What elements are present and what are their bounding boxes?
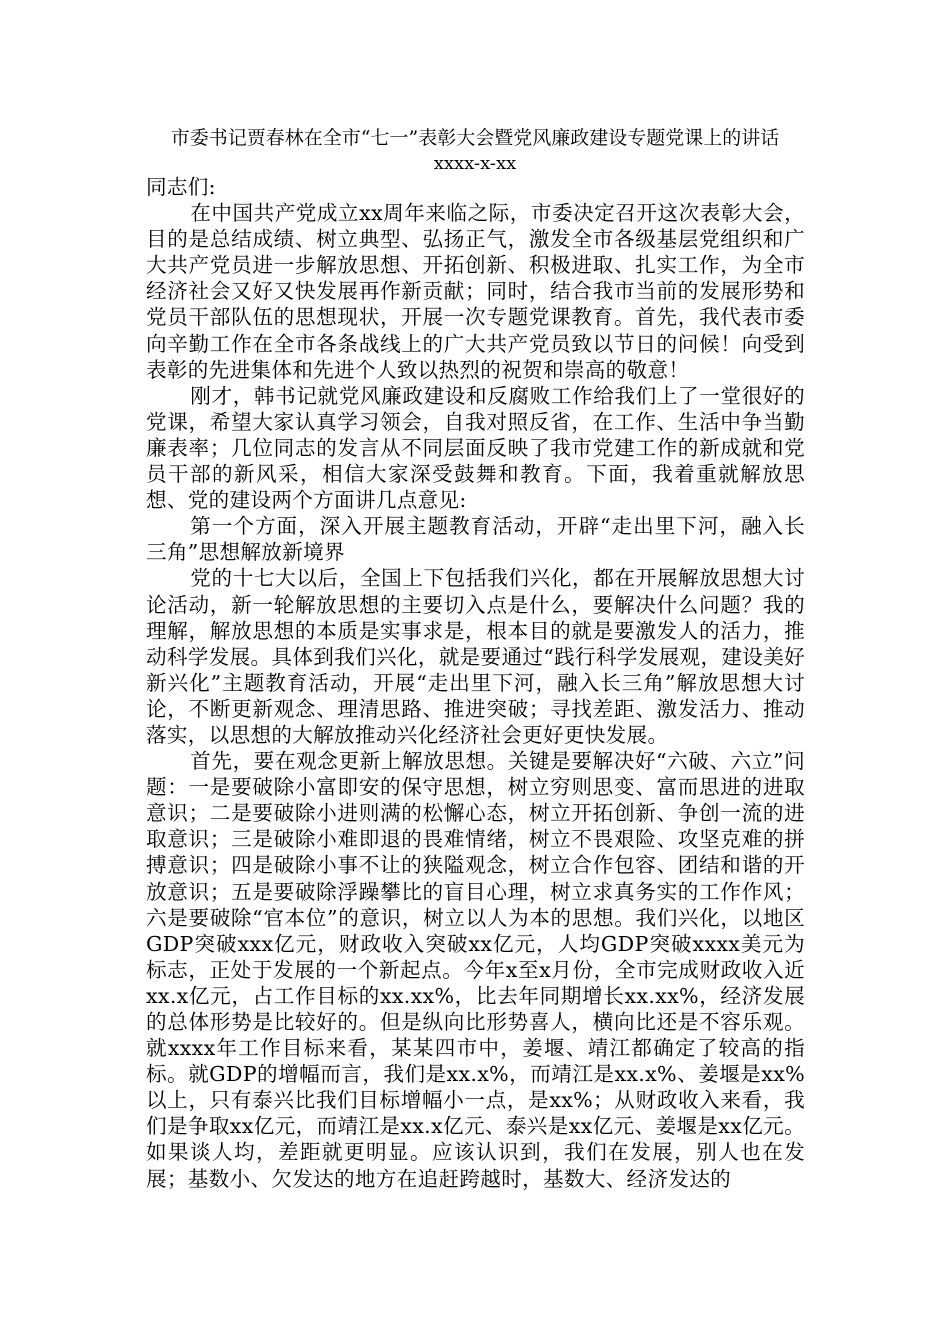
paragraph-introduction: 刚才，韩书记就党风廉政建设和反腐败工作给我们上了一堂很好的党课，希望大家认真学习领会，自我对照反省，在工作、生活中争当勤廉表率；几位同志的发言从不同层面反映了我市党建工作的新成就和党员干部的新风采，相信大家深受鼓舞和教育。下面，我着重就解放思想、党的建设两个方面讲几点意见: [146,383,805,513]
paragraph-opening: 在中国共产党成立xx周年来临之际，市委决定召开这次表彰大会，目的是总结成绩、树立典型、弘扬正气，激发全市各级基层党组织和广大共产党员进一步解放思想、开拓创新、积极进取、扎实工作，为全市经济社会又好又快发展再作新贡献；同时，结合我市当前的发展形势和党员干部队伍的思想现状，开展一次专题党课教育。首先，我代表市委向辛勤工作在全市各条战线上的广大共产党员致以节日的问候！向受到表彰的先进集体和先进个人致以热烈的祝贺和崇高的敬意！ [146,201,805,382]
paragraph-liberation: 党的十七大以后，全国上下包括我们兴化，都在开展解放思想大讨论活动，新一轮解放思想的主要切入点是什么，要解决什么问题？我的理解，解放思想的本质是实事求是，根本目的就是要激发人的活力，推动科学发展。具体到我们兴化，就是要通过“践行科学发展观，建设美好新兴化”主题教育活动，开展“走出里下河，融入长三角”解放思想大讨论，不断更新观念、理清思路、推进突破；寻找差距、激发活力、推动落实，以思想的大解放推动兴化经济社会更好更快发展。 [146,566,805,747]
section-heading-first: 第一个方面，深入开展主题教育活动，开辟“走出里下河，融入长三角”思想解放新境界 [146,514,805,565]
document-date: xxxx-x-xx [433,153,517,174]
document-body [146,174,805,1192]
paragraph-concept-update: 首先，要在观念更新上解放思想。关键是要解决好“六破、六立”问题：一是要破除小富即安的保守思想，树立穷则思变、富而思进的进取意识；二是要破除小进则满的松懈心态，树立开拓创新、争创一流的进取意识；三是破除小难即退的畏难情绪，树立不畏艰险、攻坚克难的拼搏意识；四是破除小事不让的狭隘观念，树立合作包容、团结和谐的开放意识；五是要破除浮躁攀比的盲目心理，树立求真务实的工作作风；六是要破除“官本位”的意识，树立以人为本的思想。我们兴化，以地区GDP突破xxx亿元，财政收入突破xx亿元，人均GDP突破xxxx美元为标志，正处于发展的一个新起点。今年x至x月份，全市完成财政收入近xx.x亿元，占工作目标的xx.xx%，比去年同期增长xx.xx%，经济发展的总体形势是比较好的。但是纵向比形势喜人，横向比还是不容乐观。就xxxx年工作目标来看，某某四市中，姜堰、靖江都确定了较高的指标。就GDP的增幅而言，我们是xx.x%，而靖江是xx.x%、姜堰是xx%以上，只有泰兴比我们目标增幅小一点，是xx%；从财政收入来看，我们是争取xx亿元，而靖江是xx.x亿元、泰兴是xx亿元、姜堰是xx亿元。如果谈人均，差距就更明显。应该认识到，我们在发展，别人也在发展；基数小、欠发达的地方在追赶跨越时，基数大、经济发达的 [146,749,805,1191]
document-title: 市委书记贾春林在全市“七一”表彰大会暨党风廉政建设专题党课上的讲话 [170,127,780,149]
salutation: 同志们: [146,175,216,199]
